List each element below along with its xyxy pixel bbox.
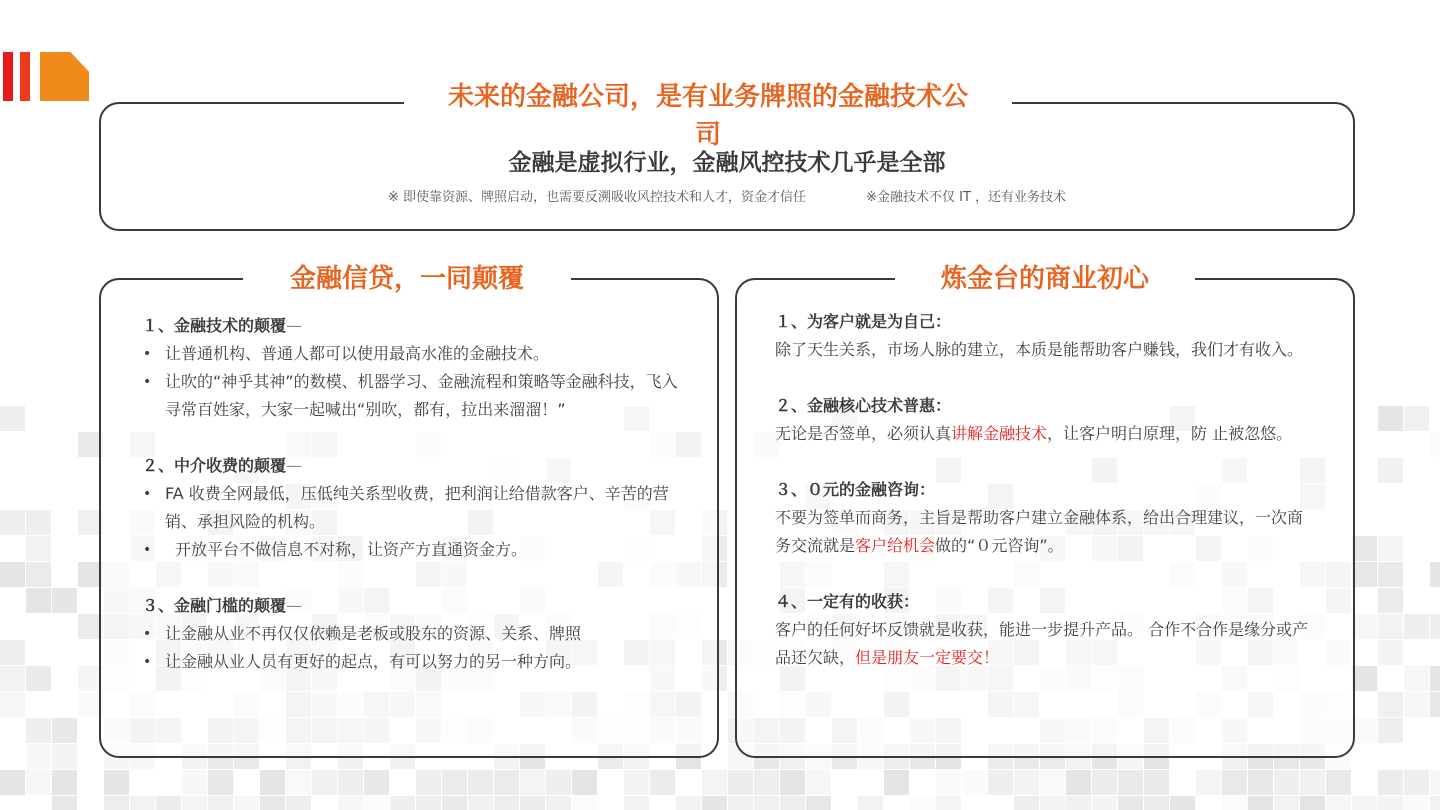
right-section-4-title: ４、一定有的收获： — [775, 592, 920, 611]
highlight-text: 但是朋友一定要交！ — [855, 648, 1000, 667]
mosaic-tile — [260, 796, 285, 810]
mosaic-tile — [1326, 796, 1351, 810]
mosaic-tile — [468, 796, 493, 810]
mosaic-tile — [1430, 432, 1440, 457]
mosaic-tile — [1430, 770, 1440, 795]
mosaic-tile — [1352, 614, 1377, 639]
mosaic-tile — [1404, 406, 1429, 431]
mosaic-tile — [1430, 666, 1440, 691]
right-section-4-body: 客户的任何好坏反馈就是收获，能进一步提升产品。 合作不合作是缘分或产品还欠缺，但是朋友一定要交！ — [775, 620, 1309, 667]
mosaic-tile — [1248, 770, 1273, 795]
mosaic-tile — [650, 770, 675, 795]
mosaic-tile — [1352, 796, 1377, 810]
mosaic-tile — [546, 796, 571, 810]
mosaic-tile — [52, 770, 77, 795]
mosaic-tile — [754, 796, 779, 810]
mosaic-tile — [624, 770, 649, 795]
logo-bar-1 — [3, 52, 13, 101]
mosaic-tile — [1378, 692, 1403, 717]
mosaic-tile — [1092, 796, 1117, 810]
mosaic-tile — [52, 796, 77, 810]
list-item: • 让金融从业不再仅仅依赖是老板或股东的资源、关系、牌照 — [142, 620, 682, 648]
mosaic-tile — [910, 796, 935, 810]
mosaic-tile — [26, 536, 51, 561]
mosaic-tile — [1196, 770, 1221, 795]
mosaic-tile — [52, 744, 77, 769]
list-item: • 让普通机构、普通人都可以使用最高水准的金融技术。 — [142, 340, 682, 368]
mosaic-tile — [728, 796, 753, 810]
mosaic-tile — [1352, 536, 1377, 561]
mosaic-tile — [1378, 406, 1403, 431]
notes-row — [99, 186, 1355, 205]
mosaic-tile — [1430, 614, 1440, 639]
mosaic-tile — [1352, 562, 1377, 587]
mosaic-tile — [1378, 562, 1403, 587]
mosaic-tile — [1014, 770, 1039, 795]
left-section-1-title: １、金融技术的颠覆— — [142, 316, 303, 335]
mosaic-tile — [338, 796, 363, 810]
mosaic-tile — [0, 406, 25, 431]
mosaic-tile — [1274, 770, 1299, 795]
mosaic-tile — [442, 796, 467, 810]
mosaic-tile — [26, 718, 51, 743]
mosaic-tile — [520, 770, 545, 795]
mosaic-tile — [1378, 536, 1403, 561]
mosaic-tile — [1066, 796, 1091, 810]
mosaic-tile — [1118, 796, 1143, 810]
left-section-3-title: ３、金融门槛的颠覆— — [142, 596, 303, 615]
mosaic-tile — [494, 770, 519, 795]
mosaic-tile — [312, 770, 337, 795]
mosaic-tile — [1040, 770, 1065, 795]
headline: 金融是虚拟行业，金融风控技术几乎是全部 — [508, 150, 946, 176]
mosaic-tile — [0, 692, 25, 717]
mosaic-tile — [1404, 770, 1429, 795]
mosaic-tile — [572, 770, 597, 795]
mosaic-tile — [1378, 640, 1403, 665]
mosaic-tile — [0, 640, 25, 665]
mosaic-tile — [572, 796, 597, 810]
mosaic-tile — [104, 796, 129, 810]
mosaic-tile — [1144, 770, 1169, 795]
mosaic-tile — [1378, 588, 1403, 613]
dash: — — [286, 596, 303, 615]
mosaic-tile — [546, 770, 571, 795]
mosaic-tile — [1248, 796, 1273, 810]
mosaic-tile — [26, 588, 51, 613]
mosaic-tile — [26, 744, 51, 769]
brand-logo — [0, 52, 90, 102]
mosaic-tile — [364, 770, 389, 795]
mosaic-tile — [494, 796, 519, 810]
mosaic-tile — [806, 770, 831, 795]
highlight-text: 客户给机会 — [855, 536, 936, 555]
mosaic-tile — [1274, 796, 1299, 810]
mosaic-tile — [1144, 796, 1169, 810]
mosaic-tile — [936, 796, 961, 810]
right-section-3-title: ３、０元的金融咨询： — [775, 480, 936, 499]
list-item: • 开放平台不做信息不对称，让资产方直通资金方。 — [142, 536, 682, 564]
mosaic-tile — [1430, 562, 1440, 587]
list-item: • 让金融从业人员有更好的起点，有可以努力的另一种方向。 — [142, 648, 682, 676]
mosaic-tile — [1430, 692, 1440, 717]
mosaic-tile — [1326, 770, 1351, 795]
mosaic-tile — [1066, 770, 1091, 795]
mosaic-tile — [442, 770, 467, 795]
list-item: • FA 收费全网最低，压低纯关系型收费，把利润让给借款客户、辛苦的营销、承担风险的机构。 — [142, 480, 682, 536]
mosaic-tile — [286, 796, 311, 810]
mosaic-tile — [806, 796, 831, 810]
mosaic-tile — [1118, 770, 1143, 795]
mosaic-tile — [702, 770, 727, 795]
mosaic-tile — [936, 770, 961, 795]
right-panel-content — [775, 308, 1315, 672]
mosaic-tile — [780, 770, 805, 795]
mosaic-tile — [338, 770, 363, 795]
mosaic-tile — [52, 718, 77, 743]
mosaic-tile — [1092, 770, 1117, 795]
mosaic-tile — [130, 796, 155, 810]
mosaic-tile — [104, 770, 129, 795]
mosaic-tile — [1378, 458, 1403, 483]
mosaic-tile — [1040, 796, 1065, 810]
right-section-2-title: ２、金融核心技术普惠： — [775, 396, 952, 415]
mosaic-tile — [1170, 796, 1195, 810]
left-section-1-list — [142, 340, 682, 424]
mosaic-tile — [468, 770, 493, 795]
mosaic-tile — [780, 796, 805, 810]
page-title — [404, 82, 1012, 150]
mosaic-tile — [1300, 770, 1325, 795]
mosaic-tile — [208, 796, 233, 810]
list-item: • 让吹的“神乎其神”的数模、机器学习、金融流程和策略等金融科技，飞入寻常百姓家，大家一起喊出“别吹，都有，拉出来溜溜！” — [142, 368, 682, 424]
mosaic-tile — [1404, 614, 1429, 639]
mosaic-tile — [390, 796, 415, 810]
mosaic-tile — [0, 770, 25, 795]
mosaic-tile — [286, 770, 311, 795]
page-title-text: 未来的金融公司，是有业务牌照的金融技术公 司 — [447, 82, 968, 150]
right-panel-title: 炼金台的商业初心 — [895, 264, 1195, 296]
left-panel-content — [142, 312, 682, 676]
left-section-3-list — [142, 620, 682, 676]
mosaic-tile — [1404, 692, 1429, 717]
mosaic-tile — [0, 562, 25, 587]
mosaic-tile — [1222, 796, 1247, 810]
mosaic-tile — [208, 770, 233, 795]
mosaic-tile — [156, 796, 181, 810]
mosaic-tile — [0, 666, 25, 691]
mosaic-tile — [1014, 796, 1039, 810]
mosaic-tile — [416, 770, 441, 795]
mosaic-tile — [1404, 666, 1429, 691]
mosaic-tile — [364, 796, 389, 810]
mosaic-tile — [988, 770, 1013, 795]
right-section-3-body: 不要为签单而商务，主旨是帮助客户建立金融体系，给出合理建议，一次商务交流就是客户给机会做的“０元咨询”。 — [775, 508, 1304, 555]
right-section-1-title: １、为客户就是为自己： — [775, 312, 952, 331]
mosaic-tile — [234, 796, 259, 810]
mosaic-tile — [416, 796, 441, 810]
mosaic-tile — [1378, 718, 1403, 743]
mosaic-tile — [1300, 796, 1325, 810]
note-1: ※ 即使靠资源、牌照启动，也需要反溯吸收风控技术和人才，资金才信任 — [387, 190, 806, 205]
mosaic-tile — [962, 770, 987, 795]
logo-bar-2 — [20, 52, 30, 101]
mosaic-tile — [1404, 796, 1429, 810]
mosaic-tile — [26, 510, 51, 535]
mosaic-tile — [1378, 796, 1403, 810]
highlight-text: 讲解金融技术 — [951, 424, 1048, 443]
mosaic-tile — [728, 770, 753, 795]
mosaic-tile — [1378, 614, 1403, 639]
mosaic-tile — [1222, 770, 1247, 795]
mosaic-tile — [26, 562, 51, 587]
mosaic-tile — [182, 770, 207, 795]
mosaic-tile — [26, 666, 51, 691]
note-2: ※金融技术不仅 IT ，还有业务技术 — [866, 190, 1067, 205]
mosaic-tile — [1352, 666, 1377, 691]
left-section-2-title: ２、中介收费的颠覆— — [142, 456, 303, 475]
mosaic-tile — [624, 796, 649, 810]
right-section-1-body: 除了天生关系，市场人脉的建立，本质是能帮助客户赚钱，我们才有收入。 — [775, 340, 1304, 359]
dash: — — [286, 456, 303, 475]
mosaic-tile — [520, 796, 545, 810]
mosaic-tile — [754, 770, 779, 795]
mosaic-tile — [1352, 718, 1377, 743]
mosaic-tile — [182, 796, 207, 810]
mosaic-tile — [1378, 770, 1403, 795]
right-section-2-body: 无论是否签单，必须认真讲解金融技术，让客户明白原理，防 止被忽悠。 — [775, 424, 1293, 443]
mosaic-tile — [702, 796, 727, 810]
mosaic-tile — [52, 588, 77, 613]
mosaic-tile — [884, 770, 909, 795]
left-section-2-list — [142, 480, 682, 564]
mosaic-tile — [26, 770, 51, 795]
mosaic-tile — [858, 796, 883, 810]
logo-shape — [40, 52, 89, 101]
mosaic-tile — [260, 770, 285, 795]
mosaic-tile — [0, 510, 25, 535]
mosaic-tile — [676, 796, 701, 810]
dash: — — [286, 316, 303, 335]
left-panel-title: 金融信贷，一同颠覆 — [243, 264, 571, 296]
mosaic-tile — [1430, 796, 1440, 810]
